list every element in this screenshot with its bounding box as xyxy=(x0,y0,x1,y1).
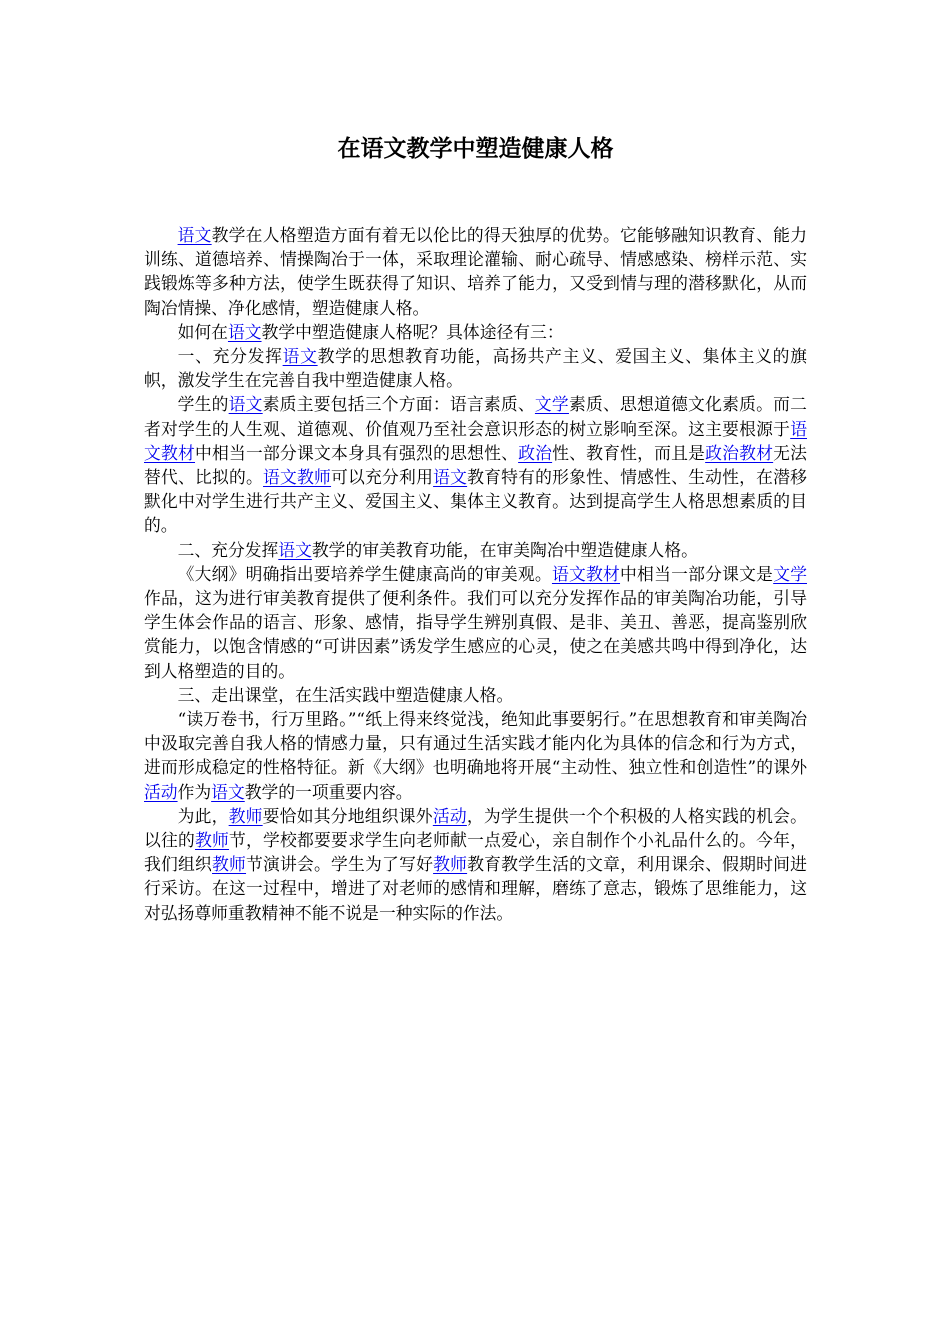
keyword-link[interactable]: 教师 xyxy=(212,854,247,875)
paragraph-text: “读万卷书，行万里路。”“纸上得来终觉浅，绝知此事要躬行。”在思想教育和审美陶冶中汲取完善自我人格的情感力量，只有通过生活实践才能内化为具体的信念和行为方式，进而形成稳定的性格特征。新《大纲》也明确地将开展“主动性、独立性和创造性”的课外 xyxy=(144,709,807,778)
paragraph-text: 要恰如其分地组织课外 xyxy=(262,805,433,826)
paragraph-text: 如何在 xyxy=(177,321,228,342)
keyword-link[interactable]: 教师 xyxy=(433,854,468,875)
keyword-link[interactable]: 语文教师 xyxy=(263,467,332,488)
document-body xyxy=(144,223,807,925)
paragraph-text: 教学的审美教育功能，在审美陶冶中塑造健康人格。 xyxy=(311,539,698,560)
paragraph-text: 学生的 xyxy=(177,394,229,415)
paragraph-text: 三、走出课堂，在生活实践中塑造健康人格。 xyxy=(177,684,514,705)
paragraph-text: 一、充分发挥 xyxy=(177,346,283,367)
paragraph-text: 二、充分发挥 xyxy=(177,539,279,560)
paragraph-text: 无法替代、比拟的。 xyxy=(144,442,807,488)
paragraph-text: 教学中塑造健康人格呢？具体途径有三： xyxy=(261,321,564,342)
keyword-link[interactable]: 语文教材 xyxy=(144,418,807,463)
keyword-link[interactable]: 语文 xyxy=(211,781,245,802)
paragraph-text: 《大纲》明确指出要培养学生健康高尚的审美观。 xyxy=(177,563,552,584)
keyword-link[interactable]: 语文 xyxy=(228,394,263,415)
paragraph-text: 作为 xyxy=(177,781,212,802)
keyword-link[interactable]: 语文教材 xyxy=(551,563,621,584)
keyword-link[interactable]: 语文 xyxy=(278,539,312,560)
paragraph-text: 为此， xyxy=(177,805,229,826)
paragraph-text: 素质主要包括三个方面：语言素质、 xyxy=(262,394,535,415)
keyword-link[interactable]: 语文 xyxy=(177,225,212,245)
paragraph-text: 性、教育性，而且是 xyxy=(552,442,706,463)
keyword-link[interactable]: 文学 xyxy=(773,563,807,584)
keyword-link[interactable]: 语文 xyxy=(227,321,262,342)
keyword-link[interactable]: 政治 xyxy=(518,442,553,463)
keyword-link[interactable]: 语文 xyxy=(282,346,318,367)
paragraph-text: 教学的思想教育功能，高扬共产主义、爱国主义、集体主义的旗帜，激发学生在完善自我中塑造健康人格。 xyxy=(144,346,807,391)
keyword-link[interactable]: 活动 xyxy=(432,805,467,826)
paragraph-text: 教学的一项重要内容。 xyxy=(244,781,413,802)
keyword-link[interactable]: 教师 xyxy=(228,805,263,826)
paragraph xyxy=(144,320,807,344)
paragraph-text: 中相当一部分课文是 xyxy=(620,563,774,584)
paragraph-text: 节，学校都要要求学生向老师献一点爱心，亲自制作个小礼品什么的。今年，我们组织 xyxy=(144,830,807,875)
paragraph-text: 作品，这为进行审美教育提供了便利条件。我们可以充分发挥作品的审美陶冶功能，引导学生体会作品的语言、形象、感情，指导学生辨别真假、是非、美丑、善恶，提高鉴别欣赏能力，以饱含情感的“可讲因素”诱发学生感应的心灵，使之在美感共鸣中得到净化，达到人格塑造的目的。 xyxy=(144,588,807,681)
paragraph xyxy=(144,538,807,562)
paragraph xyxy=(144,804,807,925)
paragraph xyxy=(144,392,807,537)
paragraph xyxy=(144,683,807,707)
paragraph-text: 中相当一部分课文本身具有强烈的思想性、 xyxy=(195,442,519,463)
paragraph-text: 教学在人格塑造方面有着无以伦比的得天独厚的优势。它能够融知识教育、能力训练、道德培养、情操陶冶于一体，采取理论灌输、耐心疏导、情感感染、榜样示范、实践锻炼等多种方法，使学生既获得了知识、培养了能力，又受到情与理的潜移默化，从而陶冶情操、净化感情，塑造健康人格。 xyxy=(144,225,807,318)
keyword-link[interactable]: 活动 xyxy=(144,781,178,802)
paragraph xyxy=(144,562,807,683)
paragraph-text: 素质、思想道德文化素质。而二者对学生的人生观、道德观、价值观乃至社会意识形态的树立影响至深。这主要根源于 xyxy=(144,394,807,439)
paragraph-text: 可以充分利用 xyxy=(331,467,434,488)
keyword-link[interactable]: 语文 xyxy=(433,467,468,488)
paragraph-text: ，为学生提供一个个积极的人格实践的机会。以往的 xyxy=(144,805,807,851)
keyword-link[interactable]: 教师 xyxy=(195,830,230,851)
paragraph-text: 节演讲会。学生为了写好 xyxy=(246,854,434,875)
paragraph xyxy=(144,223,807,320)
paragraph xyxy=(144,344,807,392)
document-title: 在语文教学中塑造健康人格 xyxy=(337,135,614,162)
keyword-link[interactable]: 政治教材 xyxy=(705,442,774,463)
paragraph-text: 教育教学生活的文章，利用课余、假期时间进行采访。在这一过程中，增进了对老师的感情和理解，磨练了意志，锻炼了思维能力，这对弘扬尊师重教精神不能不说是一种实际的作法。 xyxy=(144,854,807,923)
paragraph-text: 教育特有的形象性、情感性、生动性，在潜移默化中对学生进行共产主义、爱国主义、集体主义教育。达到提高学生人格思想素质的目的。 xyxy=(144,467,807,536)
keyword-link[interactable]: 文学 xyxy=(534,394,569,415)
paragraph xyxy=(144,707,807,804)
